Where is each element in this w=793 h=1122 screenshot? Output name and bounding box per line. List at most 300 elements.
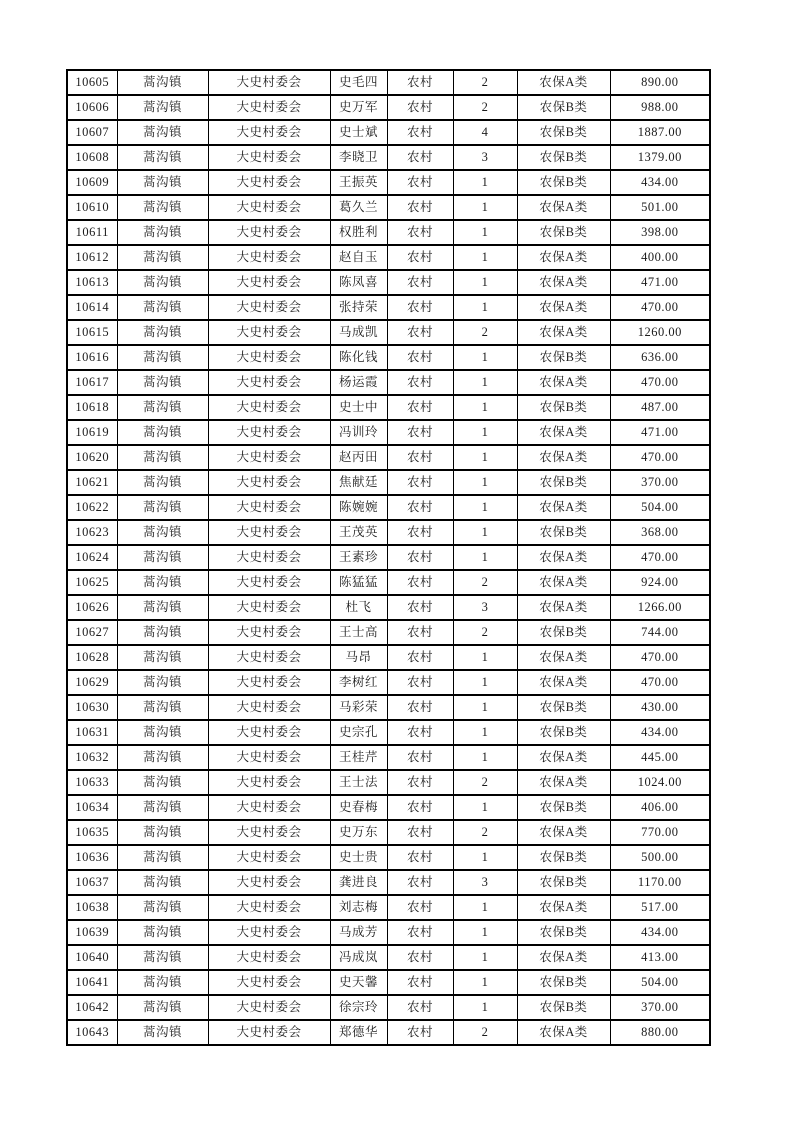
table-row <box>67 395 710 420</box>
cell-insurance-category: 农保B类 <box>517 845 610 870</box>
table-row <box>67 445 710 470</box>
cell-serial-no: 10616 <box>67 345 117 370</box>
cell-household-type: 农村 <box>387 995 453 1020</box>
cell-insurance-category: 农保A类 <box>517 545 610 570</box>
cell-town: 蒿沟镇 <box>117 920 208 945</box>
cell-name: 徐宗玲 <box>330 995 387 1020</box>
cell-village-committee: 大史村委会 <box>208 995 330 1020</box>
table-row <box>67 570 710 595</box>
cell-name: 王桂芹 <box>330 745 387 770</box>
cell-household-type: 农村 <box>387 720 453 745</box>
cell-name: 史毛四 <box>330 70 387 95</box>
cell-village-committee: 大史村委会 <box>208 845 330 870</box>
cell-town: 蒿沟镇 <box>117 720 208 745</box>
cell-person-count: 1 <box>453 170 517 195</box>
cell-amount: 880.00 <box>610 1020 710 1045</box>
cell-amount: 368.00 <box>610 520 710 545</box>
cell-name: 史士贵 <box>330 845 387 870</box>
table-row <box>67 470 710 495</box>
cell-amount: 471.00 <box>610 270 710 295</box>
cell-household-type: 农村 <box>387 595 453 620</box>
cell-insurance-category: 农保A类 <box>517 895 610 920</box>
cell-town: 蒿沟镇 <box>117 120 208 145</box>
cell-name: 王士法 <box>330 770 387 795</box>
cell-serial-no: 10606 <box>67 95 117 120</box>
cell-serial-no: 10643 <box>67 1020 117 1045</box>
cell-serial-no: 10636 <box>67 845 117 870</box>
cell-serial-no: 10621 <box>67 470 117 495</box>
table-row <box>67 970 710 995</box>
cell-town: 蒿沟镇 <box>117 870 208 895</box>
cell-town: 蒿沟镇 <box>117 270 208 295</box>
cell-person-count: 1 <box>453 195 517 220</box>
cell-name: 权胜利 <box>330 220 387 245</box>
cell-person-count: 1 <box>453 695 517 720</box>
cell-household-type: 农村 <box>387 970 453 995</box>
cell-household-type: 农村 <box>387 920 453 945</box>
cell-insurance-category: 农保B类 <box>517 345 610 370</box>
cell-name: 李晓卫 <box>330 145 387 170</box>
cell-village-committee: 大史村委会 <box>208 645 330 670</box>
cell-amount: 445.00 <box>610 745 710 770</box>
cell-serial-no: 10607 <box>67 120 117 145</box>
cell-serial-no: 10629 <box>67 670 117 695</box>
cell-name: 赵丙田 <box>330 445 387 470</box>
cell-town: 蒿沟镇 <box>117 670 208 695</box>
cell-serial-no: 10634 <box>67 795 117 820</box>
cell-person-count: 1 <box>453 220 517 245</box>
cell-household-type: 农村 <box>387 195 453 220</box>
cell-village-committee: 大史村委会 <box>208 945 330 970</box>
cell-person-count: 2 <box>453 770 517 795</box>
cell-serial-no: 10628 <box>67 645 117 670</box>
table-row <box>67 770 710 795</box>
cell-insurance-category: 农保A类 <box>517 595 610 620</box>
cell-amount: 470.00 <box>610 445 710 470</box>
cell-village-committee: 大史村委会 <box>208 170 330 195</box>
cell-village-committee: 大史村委会 <box>208 195 330 220</box>
cell-serial-no: 10617 <box>67 370 117 395</box>
cell-name: 史士斌 <box>330 120 387 145</box>
cell-town: 蒿沟镇 <box>117 820 208 845</box>
cell-household-type: 农村 <box>387 120 453 145</box>
table-row <box>67 220 710 245</box>
cell-name: 史万军 <box>330 95 387 120</box>
cell-person-count: 1 <box>453 970 517 995</box>
cell-village-committee: 大史村委会 <box>208 745 330 770</box>
cell-village-committee: 大史村委会 <box>208 620 330 645</box>
cell-town: 蒿沟镇 <box>117 795 208 820</box>
cell-person-count: 1 <box>453 395 517 420</box>
cell-village-committee: 大史村委会 <box>208 595 330 620</box>
cell-amount: 434.00 <box>610 920 710 945</box>
cell-amount: 504.00 <box>610 495 710 520</box>
cell-person-count: 3 <box>453 595 517 620</box>
cell-name: 焦献廷 <box>330 470 387 495</box>
cell-town: 蒿沟镇 <box>117 445 208 470</box>
cell-person-count: 2 <box>453 570 517 595</box>
cell-household-type: 农村 <box>387 170 453 195</box>
table-row <box>67 270 710 295</box>
cell-household-type: 农村 <box>387 570 453 595</box>
cell-name: 史万东 <box>330 820 387 845</box>
table-row <box>67 345 710 370</box>
cell-town: 蒿沟镇 <box>117 320 208 345</box>
cell-village-committee: 大史村委会 <box>208 320 330 345</box>
cell-insurance-category: 农保B类 <box>517 870 610 895</box>
table-row <box>67 295 710 320</box>
cell-insurance-category: 农保B类 <box>517 95 610 120</box>
cell-serial-no: 10630 <box>67 695 117 720</box>
cell-amount: 430.00 <box>610 695 710 720</box>
cell-village-committee: 大史村委会 <box>208 545 330 570</box>
cell-person-count: 1 <box>453 945 517 970</box>
cell-town: 蒿沟镇 <box>117 620 208 645</box>
cell-village-committee: 大史村委会 <box>208 520 330 545</box>
cell-village-committee: 大史村委会 <box>208 70 330 95</box>
cell-town: 蒿沟镇 <box>117 745 208 770</box>
cell-insurance-category: 农保A类 <box>517 245 610 270</box>
cell-name: 刘志梅 <box>330 895 387 920</box>
cell-amount: 434.00 <box>610 170 710 195</box>
cell-insurance-category: 农保A类 <box>517 570 610 595</box>
cell-name: 马成芳 <box>330 920 387 945</box>
cell-town: 蒿沟镇 <box>117 520 208 545</box>
cell-serial-no: 10626 <box>67 595 117 620</box>
cell-person-count: 1 <box>453 295 517 320</box>
cell-person-count: 2 <box>453 95 517 120</box>
table-row <box>67 945 710 970</box>
cell-insurance-category: 农保A类 <box>517 745 610 770</box>
cell-village-committee: 大史村委会 <box>208 720 330 745</box>
cell-name: 陈婉婉 <box>330 495 387 520</box>
cell-insurance-category: 农保B类 <box>517 620 610 645</box>
cell-name: 葛久兰 <box>330 195 387 220</box>
table-row <box>67 995 710 1020</box>
cell-town: 蒿沟镇 <box>117 495 208 520</box>
cell-amount: 400.00 <box>610 245 710 270</box>
cell-amount: 398.00 <box>610 220 710 245</box>
cell-household-type: 农村 <box>387 770 453 795</box>
cell-household-type: 农村 <box>387 445 453 470</box>
cell-town: 蒿沟镇 <box>117 170 208 195</box>
cell-town: 蒿沟镇 <box>117 695 208 720</box>
cell-village-committee: 大史村委会 <box>208 445 330 470</box>
cell-village-committee: 大史村委会 <box>208 370 330 395</box>
cell-town: 蒿沟镇 <box>117 595 208 620</box>
cell-town: 蒿沟镇 <box>117 70 208 95</box>
table-row <box>67 170 710 195</box>
cell-serial-no: 10611 <box>67 220 117 245</box>
cell-town: 蒿沟镇 <box>117 345 208 370</box>
cell-person-count: 2 <box>453 820 517 845</box>
table-row <box>67 745 710 770</box>
cell-household-type: 农村 <box>387 520 453 545</box>
cell-household-type: 农村 <box>387 820 453 845</box>
cell-person-count: 1 <box>453 270 517 295</box>
cell-insurance-category: 农保B类 <box>517 395 610 420</box>
cell-serial-no: 10639 <box>67 920 117 945</box>
cell-serial-no: 10613 <box>67 270 117 295</box>
cell-serial-no: 10615 <box>67 320 117 345</box>
table-row <box>67 920 710 945</box>
cell-household-type: 农村 <box>387 145 453 170</box>
cell-household-type: 农村 <box>387 670 453 695</box>
cell-household-type: 农村 <box>387 220 453 245</box>
table-body <box>67 70 710 1045</box>
table-row <box>67 820 710 845</box>
cell-household-type: 农村 <box>387 620 453 645</box>
cell-serial-no: 10612 <box>67 245 117 270</box>
cell-insurance-category: 农保A类 <box>517 495 610 520</box>
table-row <box>67 545 710 570</box>
cell-amount: 406.00 <box>610 795 710 820</box>
cell-insurance-category: 农保B类 <box>517 120 610 145</box>
cell-household-type: 农村 <box>387 95 453 120</box>
cell-name: 陈化钱 <box>330 345 387 370</box>
table-row <box>67 595 710 620</box>
cell-amount: 413.00 <box>610 945 710 970</box>
cell-name: 杨运霞 <box>330 370 387 395</box>
cell-town: 蒿沟镇 <box>117 420 208 445</box>
cell-village-committee: 大史村委会 <box>208 470 330 495</box>
cell-insurance-category: 农保B类 <box>517 970 610 995</box>
cell-amount: 487.00 <box>610 395 710 420</box>
cell-household-type: 农村 <box>387 645 453 670</box>
cell-amount: 1887.00 <box>610 120 710 145</box>
cell-serial-no: 10627 <box>67 620 117 645</box>
cell-serial-no: 10619 <box>67 420 117 445</box>
cell-person-count: 1 <box>453 720 517 745</box>
cell-town: 蒿沟镇 <box>117 470 208 495</box>
cell-person-count: 2 <box>453 320 517 345</box>
cell-name: 陈猛猛 <box>330 570 387 595</box>
cell-name: 冯训玲 <box>330 420 387 445</box>
table-row <box>67 245 710 270</box>
cell-person-count: 1 <box>453 520 517 545</box>
cell-household-type: 农村 <box>387 870 453 895</box>
cell-name: 王茂英 <box>330 520 387 545</box>
cell-village-committee: 大史村委会 <box>208 920 330 945</box>
cell-village-committee: 大史村委会 <box>208 570 330 595</box>
cell-name: 王素珍 <box>330 545 387 570</box>
cell-name: 史宗孔 <box>330 720 387 745</box>
table-row <box>67 320 710 345</box>
cell-serial-no: 10641 <box>67 970 117 995</box>
cell-village-committee: 大史村委会 <box>208 95 330 120</box>
cell-amount: 1170.00 <box>610 870 710 895</box>
cell-amount: 470.00 <box>610 670 710 695</box>
cell-name: 冯成岚 <box>330 945 387 970</box>
cell-serial-no: 10614 <box>67 295 117 320</box>
cell-serial-no: 10625 <box>67 570 117 595</box>
table-row <box>67 1020 710 1045</box>
cell-household-type: 农村 <box>387 395 453 420</box>
cell-serial-no: 10624 <box>67 545 117 570</box>
cell-town: 蒿沟镇 <box>117 970 208 995</box>
cell-town: 蒿沟镇 <box>117 370 208 395</box>
cell-amount: 890.00 <box>610 70 710 95</box>
cell-serial-no: 10638 <box>67 895 117 920</box>
cell-household-type: 农村 <box>387 895 453 920</box>
table-row <box>67 720 710 745</box>
cell-town: 蒿沟镇 <box>117 220 208 245</box>
cell-insurance-category: 农保B类 <box>517 520 610 545</box>
cell-amount: 770.00 <box>610 820 710 845</box>
cell-person-count: 1 <box>453 445 517 470</box>
cell-name: 郑德华 <box>330 1020 387 1045</box>
cell-name: 赵自玉 <box>330 245 387 270</box>
cell-insurance-category: 农保A类 <box>517 445 610 470</box>
cell-person-count: 1 <box>453 245 517 270</box>
cell-person-count: 1 <box>453 645 517 670</box>
cell-person-count: 1 <box>453 895 517 920</box>
cell-town: 蒿沟镇 <box>117 1020 208 1045</box>
cell-household-type: 农村 <box>387 270 453 295</box>
cell-serial-no: 10637 <box>67 870 117 895</box>
cell-household-type: 农村 <box>387 70 453 95</box>
cell-household-type: 农村 <box>387 795 453 820</box>
cell-amount: 500.00 <box>610 845 710 870</box>
cell-person-count: 1 <box>453 845 517 870</box>
cell-town: 蒿沟镇 <box>117 145 208 170</box>
cell-town: 蒿沟镇 <box>117 545 208 570</box>
cell-village-committee: 大史村委会 <box>208 695 330 720</box>
cell-name: 杜飞 <box>330 595 387 620</box>
cell-insurance-category: 农保B类 <box>517 170 610 195</box>
table-row <box>67 645 710 670</box>
cell-amount: 636.00 <box>610 345 710 370</box>
cell-amount: 470.00 <box>610 545 710 570</box>
cell-town: 蒿沟镇 <box>117 945 208 970</box>
cell-amount: 504.00 <box>610 970 710 995</box>
table-row <box>67 795 710 820</box>
cell-insurance-category: 农保B类 <box>517 920 610 945</box>
cell-person-count: 1 <box>453 470 517 495</box>
cell-insurance-category: 农保B类 <box>517 720 610 745</box>
cell-household-type: 农村 <box>387 345 453 370</box>
cell-insurance-category: 农保A类 <box>517 820 610 845</box>
cell-household-type: 农村 <box>387 420 453 445</box>
cell-amount: 1379.00 <box>610 145 710 170</box>
cell-town: 蒿沟镇 <box>117 95 208 120</box>
cell-household-type: 农村 <box>387 495 453 520</box>
table-row <box>67 670 710 695</box>
cell-serial-no: 10610 <box>67 195 117 220</box>
cell-person-count: 1 <box>453 670 517 695</box>
cell-household-type: 农村 <box>387 745 453 770</box>
cell-serial-no: 10623 <box>67 520 117 545</box>
cell-serial-no: 10609 <box>67 170 117 195</box>
cell-household-type: 农村 <box>387 245 453 270</box>
cell-insurance-category: 农保A类 <box>517 945 610 970</box>
cell-household-type: 农村 <box>387 845 453 870</box>
table-row <box>67 845 710 870</box>
table-row <box>67 195 710 220</box>
table-row <box>67 70 710 95</box>
table-row <box>67 620 710 645</box>
cell-household-type: 农村 <box>387 370 453 395</box>
cell-town: 蒿沟镇 <box>117 895 208 920</box>
cell-amount: 1024.00 <box>610 770 710 795</box>
cell-person-count: 1 <box>453 995 517 1020</box>
table-row <box>67 370 710 395</box>
cell-serial-no: 10622 <box>67 495 117 520</box>
cell-village-committee: 大史村委会 <box>208 270 330 295</box>
cell-amount: 470.00 <box>610 370 710 395</box>
cell-insurance-category: 农保B类 <box>517 145 610 170</box>
cell-person-count: 3 <box>453 145 517 170</box>
table-row <box>67 120 710 145</box>
cell-insurance-category: 农保A类 <box>517 1020 610 1045</box>
cell-village-committee: 大史村委会 <box>208 245 330 270</box>
cell-amount: 370.00 <box>610 470 710 495</box>
cell-person-count: 1 <box>453 745 517 770</box>
cell-village-committee: 大史村委会 <box>208 120 330 145</box>
cell-village-committee: 大史村委会 <box>208 420 330 445</box>
cell-serial-no: 10642 <box>67 995 117 1020</box>
cell-amount: 470.00 <box>610 645 710 670</box>
cell-village-committee: 大史村委会 <box>208 970 330 995</box>
cell-insurance-category: 农保A类 <box>517 370 610 395</box>
cell-village-committee: 大史村委会 <box>208 670 330 695</box>
cell-insurance-category: 农保B类 <box>517 995 610 1020</box>
cell-village-committee: 大史村委会 <box>208 295 330 320</box>
cell-person-count: 3 <box>453 870 517 895</box>
cell-town: 蒿沟镇 <box>117 195 208 220</box>
cell-town: 蒿沟镇 <box>117 845 208 870</box>
cell-person-count: 1 <box>453 495 517 520</box>
cell-village-committee: 大史村委会 <box>208 395 330 420</box>
cell-person-count: 1 <box>453 370 517 395</box>
cell-insurance-category: 农保A类 <box>517 295 610 320</box>
table-row <box>67 95 710 120</box>
cell-serial-no: 10605 <box>67 70 117 95</box>
cell-amount: 370.00 <box>610 995 710 1020</box>
cell-village-committee: 大史村委会 <box>208 770 330 795</box>
cell-town: 蒿沟镇 <box>117 295 208 320</box>
cell-town: 蒿沟镇 <box>117 245 208 270</box>
cell-village-committee: 大史村委会 <box>208 220 330 245</box>
table-row <box>67 145 710 170</box>
cell-town: 蒿沟镇 <box>117 395 208 420</box>
cell-name: 史天馨 <box>330 970 387 995</box>
cell-person-count: 1 <box>453 920 517 945</box>
cell-serial-no: 10618 <box>67 395 117 420</box>
cell-insurance-category: 农保A类 <box>517 270 610 295</box>
cell-amount: 501.00 <box>610 195 710 220</box>
cell-village-committee: 大史村委会 <box>208 870 330 895</box>
cell-amount: 517.00 <box>610 895 710 920</box>
cell-amount: 744.00 <box>610 620 710 645</box>
cell-person-count: 4 <box>453 120 517 145</box>
cell-serial-no: 10608 <box>67 145 117 170</box>
cell-serial-no: 10635 <box>67 820 117 845</box>
cell-person-count: 2 <box>453 620 517 645</box>
cell-serial-no: 10640 <box>67 945 117 970</box>
cell-insurance-category: 农保A类 <box>517 670 610 695</box>
table-row <box>67 520 710 545</box>
cell-person-count: 1 <box>453 345 517 370</box>
cell-serial-no: 10620 <box>67 445 117 470</box>
cell-household-type: 农村 <box>387 295 453 320</box>
cell-village-committee: 大史村委会 <box>208 895 330 920</box>
cell-amount: 988.00 <box>610 95 710 120</box>
cell-insurance-category: 农保B类 <box>517 470 610 495</box>
cell-insurance-category: 农保B类 <box>517 795 610 820</box>
table-row <box>67 895 710 920</box>
cell-name: 张持荣 <box>330 295 387 320</box>
